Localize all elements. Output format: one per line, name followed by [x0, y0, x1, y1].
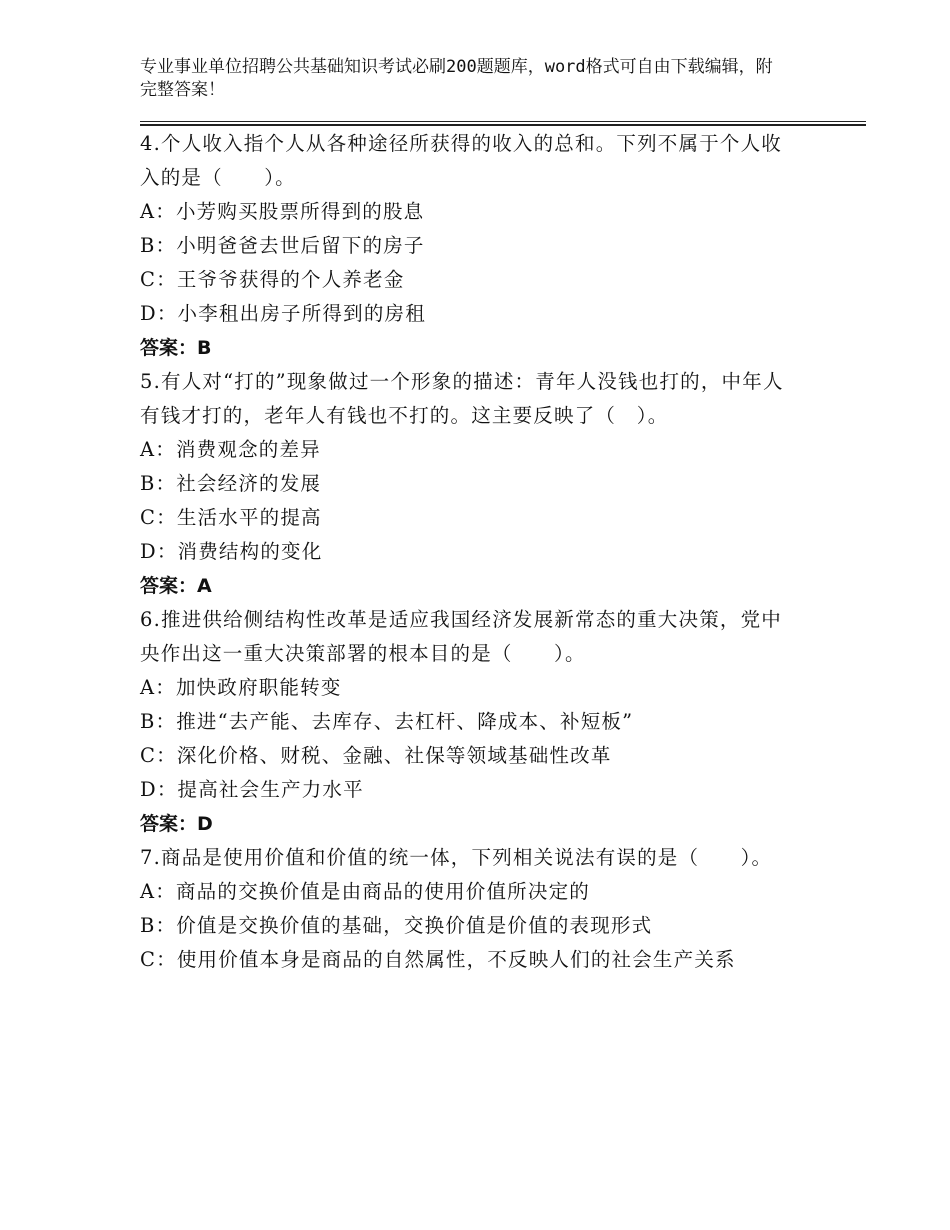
question-stem: 6.推进供给侧结构性改革是适应我国经济发展新常态的重大决策，党中央作出这一重大决策部署的根本目的是（ ）。	[140, 608, 783, 665]
answer: 答案：B	[140, 337, 212, 359]
option-b: B：社会经济的发展	[140, 472, 322, 495]
option-c: C：生活水平的提高	[140, 506, 322, 529]
option-d: D：提高社会生产力水平	[140, 778, 364, 801]
answer: 答案：A	[140, 575, 212, 597]
option-b: B：推进“去产能、去库存、去杠杆、降成本、补短板”	[140, 710, 634, 733]
question-stem: 5.有人对“打的”现象做过一个形象的描述：青年人没钱也打的，中年人有钱才打的，老年人有钱也不打的。这主要反映了（ ）。	[140, 370, 784, 427]
option-a: A：商品的交换价值是由商品的使用价值所决定的	[140, 880, 590, 903]
question-stem: 7.商品是使用价值和价值的统一体，下列相关说法有误的是（ ）。	[140, 846, 773, 869]
header-title: 专业事业单位招聘公共基础知识考试必刷200题题库，word格式可自由下载编辑，附完整答案！	[140, 57, 773, 100]
option-b: B：小明爸爸去世后留下的房子	[140, 234, 425, 257]
question-4	[140, 127, 800, 365]
option-a: A：消费观念的差异	[140, 438, 321, 461]
question-6	[140, 603, 800, 841]
option-d: D：消费结构的变化	[140, 540, 323, 563]
option-c: C：使用价值本身是商品的自然属性，不反映人们的社会生产关系	[140, 948, 736, 971]
question-7	[140, 841, 800, 977]
option-b: B：价值是交换价值的基础，交换价值是价值的表现形式	[140, 914, 653, 937]
option-c: C：深化价格、财税、金融、社保等领域基础性改革	[140, 744, 612, 767]
option-a: A：小芳购买股票所得到的股息	[140, 200, 425, 223]
option-a: A：加快政府职能转变	[140, 676, 342, 699]
option-d: D：小李租出房子所得到的房租	[140, 302, 426, 325]
question-list	[140, 127, 800, 977]
question-stem: 4.个人收入指个人从各种途径所获得的收入的总和。下列不属于个人收入的是（ ）。	[140, 132, 783, 189]
header-divider-thin	[140, 121, 866, 122]
question-5	[140, 365, 800, 603]
header-divider-thick	[140, 124, 866, 126]
document-header	[140, 56, 780, 102]
answer: 答案：D	[140, 813, 213, 835]
option-c: C：王爷爷获得的个人养老金	[140, 268, 405, 291]
